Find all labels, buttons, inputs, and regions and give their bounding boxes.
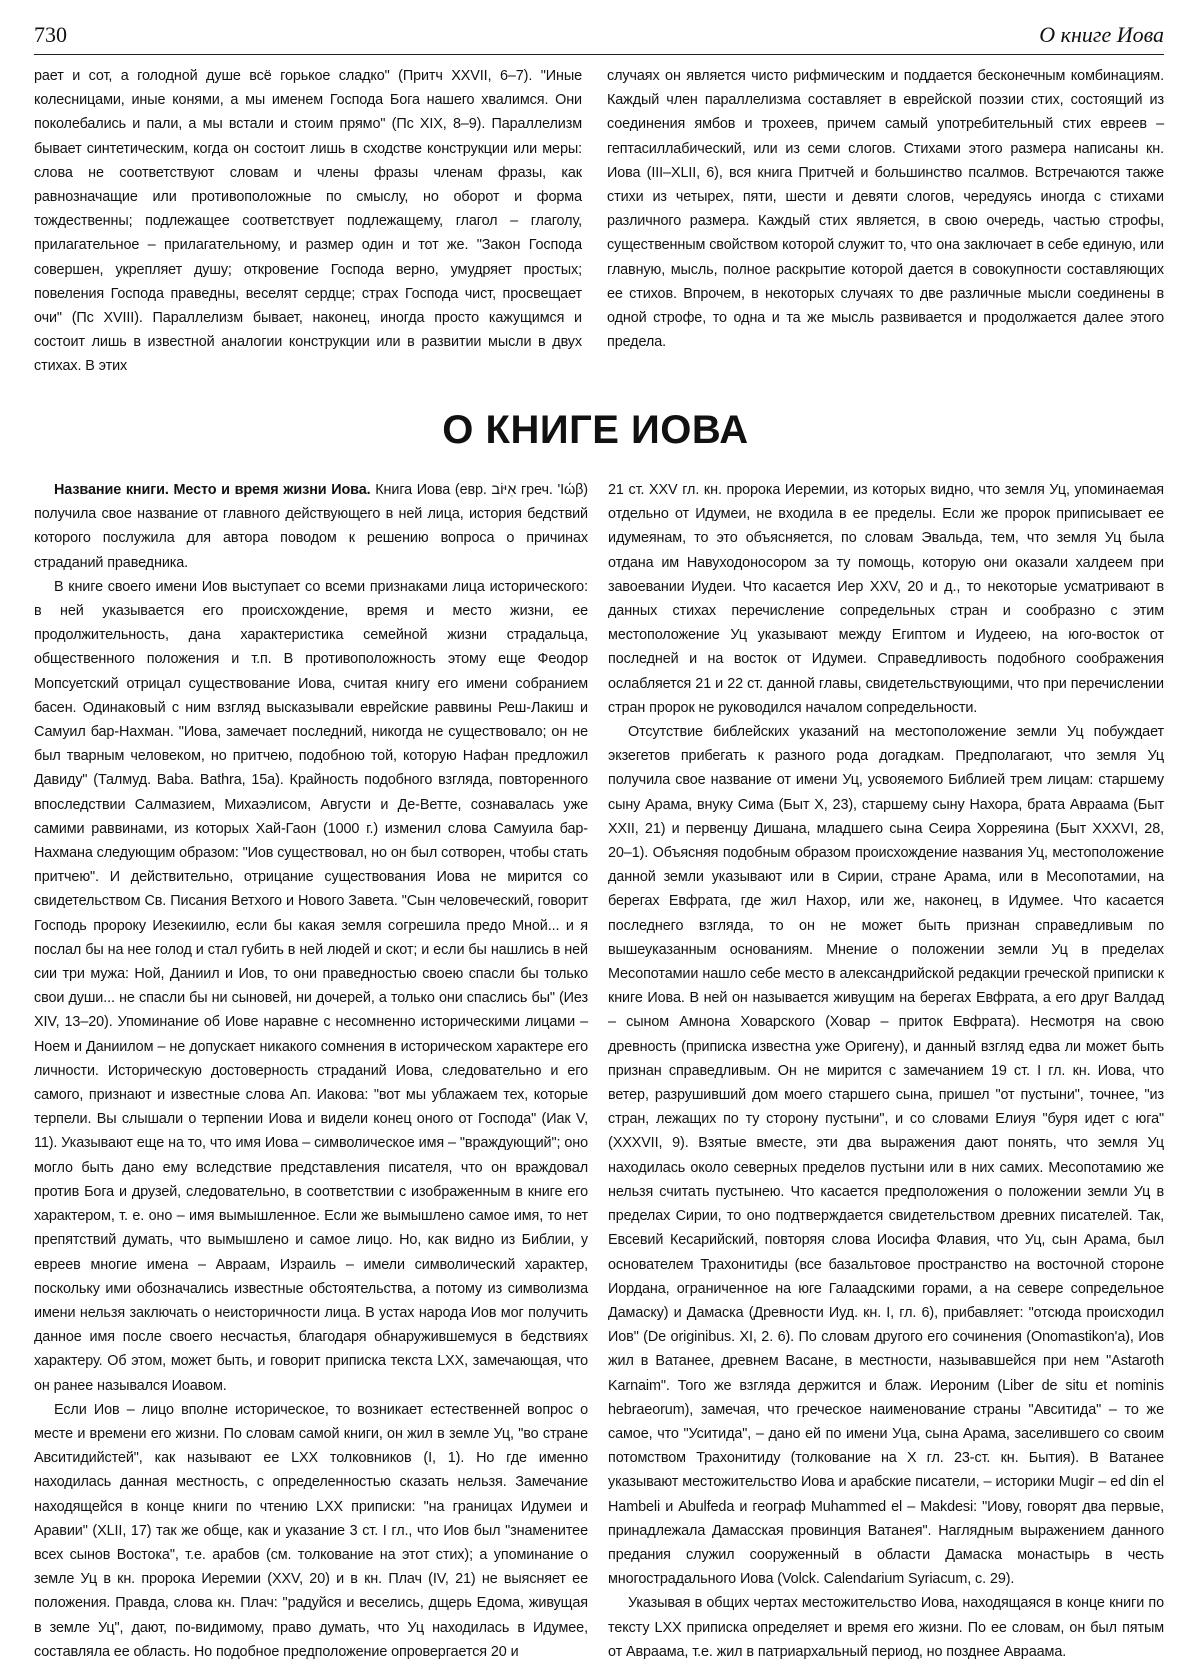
article-paragraph: Указывая в общих чертах местожительство Иова, находящаяся в конце книги по тексту LXX приписка определяет и время его жизни. По ее словам, он был пятым от Авраама, т.е. жил в патриархальный период, но позднее Авраама. [608, 1595, 1164, 1660]
article-paragraph [34, 478, 588, 575]
paragraph-text: Книга Иова (евр. אִיּוֹב греч. 'Ιώβ) получила свое название от главного действующего в ней лица, история бедствий которого послужила для автора поводом к решению вопроса о причинах страданий праведника. [34, 482, 588, 571]
page-header [34, 18, 1164, 52]
top-right-column [607, 64, 1164, 354]
top-right-paragraph: случаях он является чисто рифмическим и поддается бесконечным комбинациям. Каждый член параллелизма составляет в еврейской поэзии стих, состоящий из соединения ямбов и трохеев, причем самый употребительный стих евреев – гептасиллабический, или из семи слогов. Стихами этого размера написаны кн. Иова (III–XLII, 6), вся книга Притчей и большинство псалмов. Встречаются также стихи из четырех, пяти, шести и девяти слогов, чередуясь иногда с стихами различного размера. Каждый стих является, в свою очередь, частью строфы, существенным свойством которой служит то, что она заключает в себе единую, или главную, мысль, полное раскрытие которой дается в совокупности составляющих ее стихов. Впрочем, в некоторых случаях то две различные мысли соединены в одной строфе, то одна и та же мысль развивается и продолжается далее этого предела. [607, 68, 1164, 351]
top-left-column [34, 64, 582, 379]
section-title: О КНИГЕ ИОВА [442, 408, 749, 452]
article-paragraph: 21 ст. XXV гл. кн. пророка Иеремии, из которых видно, что земля Уц, упоминаемая отдельно от Идумеи, не входила в ее пределы. Если же пророк приписывает ее идумеянам, то это объясняется, по словам Эвальда, тем, что земля Уц была отдана им Навуходоносором за ту помощь, которую они оказали халдеем при завоевании Иудеи. Что касается Иер XXV, 20 и д., то некоторые усматривают в данных стихах перечисление сопредельных стран и сообразно с этим местоположение Уц указывают между Египтом и Иудеею, на юго-восток от последней и на восток от Идумеи. Справедливость подобного соображения ослабляется 21 и 22 ст. данной главы, свидетельствующими, что при перечислении стран пророк не руководился началом сопредельности. [608, 482, 1164, 716]
header-rule [34, 54, 1164, 55]
article-right-column [608, 478, 1164, 1664]
article-paragraph: В книге своего имени Иов выступает со всеми признаками лица исторического: в ней указывается его происхождение, время и место жизни, ее продолжительность, дана характеристика семейной жизни страдальца, общественного положения и т.п. В противоположность этому еще Феодор Мопсуетский отрицал существование Иова, считая книгу его имени собранием басен. Одинаковый с ним взгляд высказывали еврейские раввины Реш-Лакиш и Самуил бар-Нахман. "Иова, замечает последний, никогда не существовало; он не был тварным человеком, но притчею, подобною той, которую Нафан предложил Давиду" (Талмуд. Baba. Bathra, 15a). Крайность подобного взгляда, повторенного впоследствии Салмазием, Михаэлисом, Августи и Де-Ветте, сознавалась уже самими раввинами, из которых Хай-Гаон (1000 г.) изменил слова Самуила бар-Нахмана следующим образом: "Иов существовал, но он был сотворен, чтобы стать притчею". И действительно, отрицание существования Иова не мирится со свидетельством Св. Писания Ветхого и Нового Завета. "Сын человеческий, говорит Господь пророку Иезекиилю, если бы какая земля согрешила предо Мной... и я послал бы на нее голод и стал губить в ней людей и скот; и если бы нашлись в ней сии три мужа: Ной, Даниил и Иов, то они праведностью своею спасли бы только свои души... не спасли бы ни сыновей, ни дочерей, а только они спаслись бы" (Иез XIV, 13–20). Упоминание об Иове наравне с несомненно историческими лицами – Ноем и Даниилом – не допускает никакого сомнения в историческом характере его личности. Историческую достоверность страданий Иова, следовательно и его самого, признают и известные слова Ап. Иакова: "вот мы ублажаем тех, которые терпели. Вы слышали о терпении Иова и видели конец оного от Господа" (Иак V, 11). Указывают еще на то, что имя Иова – символическое имя – "враждующий"; оно могло быть дано ему вследствие представления писателя, что он враждовал против Бога и друзей, следовательно, в соответствии с изображенным в книге его характером, т. е. оно – имя вымышленное. Если же вымышлено самое имя, то нет препятствий думать, что вымышлено и самое лицо. Но, как видно из Библии, у евреев многие имена – Авраам, Израиль – имели символический характер, поскольку ими обозначались известные обстоятельства, а потому из символизма имени нельзя заключать о неисторичности лица. В устах народа Иов мог получить данное имя после своего несчастья, благодаря обнаружившемуся в бедствиях характеру. Об этом, может быть, и говорит приписка текста LXX, замечающая, что он ранее назывался Иоавом. [34, 578, 588, 1394]
running-title: О книге Иова [1039, 22, 1164, 47]
section-heading: Название книги. Место и время жизни Иова. [54, 482, 371, 498]
article-left-column [34, 478, 588, 1664]
article-paragraph: Отсутствие библейских указаний на местоположение земли Уц побуждает экзегетов прибегать к разного рода догадкам. Предполагают, что земля Уц получила свое название от имени Уц, усвояемого Библией трем лицам: старшему сыну Арама, внуку Сима (Быт X, 23), старшему сыну Нахора, брата Авраама (Быт XXII, 21) и первенцу Дишана, младшего сына Сеира Хорреяина (Быт XXXVI, 28, 20–1). Объясняя подобным образом происхождение названия Уц, местоположение данной земли указывают или в Сирии, стране Арама, или в Месопотамии, на берегах Евфрата, где жил Нахор, или же, наконец, в Идумее. Что касается последнего взгляда, то он не может быть признан справедливым по вышеуказанным основаниям. Мнение о положении земли Уц в пределах Месопотамии нашло себе место в александрийской редакции греческой приписки к книге Иова. В ней он называется живущим на берегах Евфрата, а его друг Валдад – сыном Амнона Ховарского (Ховар – приток Евфрата). Несмотря на свою древность (приписка известна уже Оригену), и данный взгляд едва ли может быть признан справедливым. Он не мирится с замечанием 19 ст. I гл. кн. Иова, что ветер, разрушивший дом моего старшего сына, пришел "от пустыни", точнее, "из стран, лежащих по ту сторону пустыни", и со словами Елиуя "буря идет с юга" (XXXVII, 9). Взятые вместе, эти два выражения дают понять, что земля Уц находилась около северных пределов пустыни или в них самих. Месопотамию же нельзя считать пустынею. Что касается предположения о положении земли Уц в пределах Сирии, то оно подтверждается свидетельством древних писателей. Так, Евсевий Кесарийский, повторяя слова Иосифа Флавия, что Уц, сын Арама, был основателем Трахонитиды (все базальтовое пространство на восточной стороне Иордана, ограниченное на юге Галаадскими горами, а на севере сопредельное Дамаску) и Дамаска (Древности Иуд. кн. I, гл. 6), прибавляет: "отсюда происходил Иов" (De originibus. XI, 2. 6). По словам другого его сочинения (Onomastikon'a), Иов жил в Ватанее, древнем Васане, в местности, называвшейся при нем "Astaroth Karnaim". Того же взгляда держится и блаж. Иероним (Liber de situ et nominis hebraeorum), замечая, что греческое наименование страны "Авситида" – то же самое, что "Уситида", – дано ей по имени Уца, сына Арама, заселившего со своим потомством Трахонитиду (толкование на X гл. 23-ст. кн. Бытия). В Ватанее указывают местожительство Иова и арабские писатели, – историки Mugir – ed din el Hambeli и Abulfeda и географ Muhammed el – Makdesi: "Иову, говорят два первые, принадлежала Дамасская провинция Ватанея". Наглядным выражением данного предания служил сооруженный в области Дамаска монастырь в честь многострадального Иова (Volck. Calendarium Syriacum, с. 29). [608, 724, 1164, 1588]
article-paragraph: Если Иов – лицо вполне историческое, то возникает естественней вопрос о месте и времени его жизни. По словам самой книги, он жил в земле Уц, "во стране Авситидийстей", как называют ее LXX толковников (I, 1). Но где именно находилась данная местность, с определенностью сказать нельзя. Замечание находящейся в конце книги по чтению LXX приписки: "на границах Идумеи и Аравии" (XLII, 17) так же обще, как и указание 3 ст. I гл., что Иов был "знаменитее всех сынов Востока", т.е. арабов (см. толкование на этот стих); а упоминание о земле Уц в кн. пророка Иеремии (XXV, 20) и в кн. Плач (IV, 21) не выясняет ее положения. Правда, слова кн. Плач: "радуйся и веселись, дщерь Едома, живущая в земле Уц", дают, по-видимому, право думать, что Уц находилась в Идумее, составляла ее область. Но подобное предположение опровергается 20 и [34, 1401, 588, 1660]
page-number: 730 [34, 22, 67, 47]
top-left-paragraph: рает и сот, а голодной душе всё горькое сладко" (Притч XXVII, 6–7). "Иные колесницами, иные конями, а мы именем Господа Бога нашего хвалимся. Они поколебались и пали, а мы встали и стоим прямо" (Пс XIX, 8–9). Параллелизм бывает синтетическим, когда он состоит лишь в сходстве конструкции или меры: слова не соответствуют словам и члены фразы членам фразы, как равнозначащие или противоположные по смыслу, но оборот и форма тождественны; подлежащее соответствует подлежащему, глагол – глаголу, прилагательное – прилагательному, и размер один и тот же. "Закон Господа совершен, укрепляет душу; откровение Господа верно, умудряет простых; повеления Господа праведны, веселят сердце; страх Господа чист, просвещает очи" (Пс XVIII). Параллелизм бывает, наконец, иногда просто кажущимся и состоит лишь в известной аналогии конструкции или в развитии мысли в двух стихах. В этих [34, 68, 582, 375]
